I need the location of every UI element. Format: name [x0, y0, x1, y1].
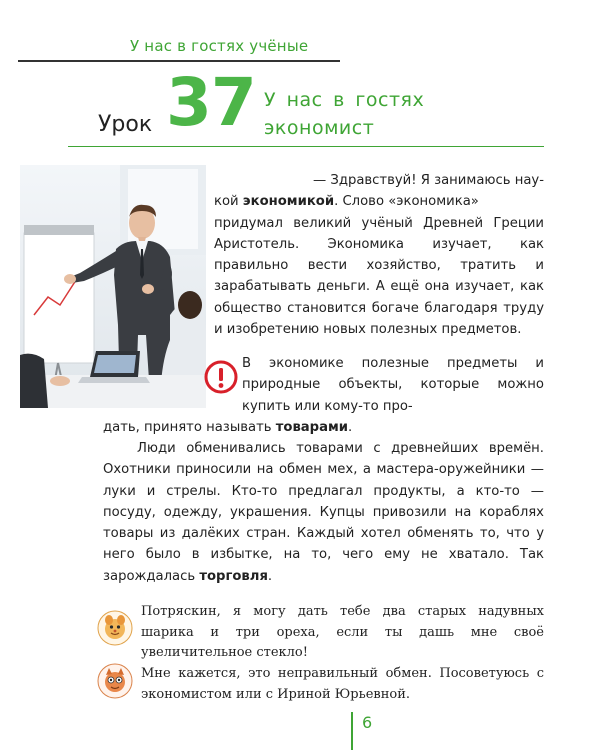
page-number: 6	[362, 713, 373, 732]
mascot-icon	[97, 610, 133, 646]
term-goods: товарами	[275, 420, 349, 435]
trade-text	[103, 438, 544, 587]
term-economics: экономикой	[242, 194, 335, 210]
intro-text: . Слово «экономика»	[334, 194, 479, 210]
lesson-title-line2: экономист	[264, 117, 375, 139]
intro-line-1: — Здравствуй! Я занимаюсь нау-	[313, 173, 544, 188]
dialog-line-2: Мне кажется, это неправильный обмен. Посоветуюсь с экономистом или с Ириной Юрьевной.	[141, 666, 544, 702]
lesson-number: 37	[166, 64, 256, 141]
lesson-title	[264, 86, 424, 142]
footer-divider	[351, 712, 353, 750]
callout-text-part: дать, принято называть	[103, 420, 276, 435]
intro-rest: придумал великий учёный Древней Греции Аристотель. Экономика изучает, как правильно вести хозяйство, тратить и зарабатывать деньги. А ещё она изучает, как общество становится богаче благодаря труду и изобретению новых полезных предметов.	[214, 215, 544, 338]
callout-text-part: .	[348, 420, 353, 435]
trade-text-part: .	[267, 568, 273, 584]
exclamation-icon	[204, 360, 238, 394]
callout-continuation	[103, 417, 544, 438]
economist-photo	[20, 165, 206, 408]
lesson-divider	[68, 146, 544, 147]
dialog-line-1: Потряскин, я могу дать тебе два старых надувных шарика и три ореха, если ты дашь мне своё увеличительное стекло!	[141, 604, 544, 660]
section-title: У нас в гостях учёные	[130, 37, 309, 55]
intro-text: кой	[214, 194, 243, 210]
lesson-label: Урок	[98, 112, 153, 137]
trade-text-part: Люди обменивались товарами с древнейших времён. Охотники приносили на обмен мех, а мастера-оружейники — луки и стрелы. Кто-то предлагал продукты, а кто-то — посуду, одежду, украшения. Купцы привозили на кораблях товары из далёких стран. Каждый хотел обменять то, что у него было в избытке, на то, чего ему не хватало. Так зарождалась	[103, 441, 544, 584]
callout-text: В экономике полезные предметы и природные объекты, которые можно купить или кому-то про-	[242, 356, 544, 414]
mascot-icon	[97, 663, 133, 699]
section-divider	[18, 60, 340, 62]
intro-paragraph	[214, 170, 544, 340]
trade-paragraph	[103, 438, 544, 587]
lesson-title-line1: У нас в гостях	[264, 89, 425, 111]
term-trade: торговля	[199, 568, 268, 584]
intro-line-2	[214, 191, 544, 212]
